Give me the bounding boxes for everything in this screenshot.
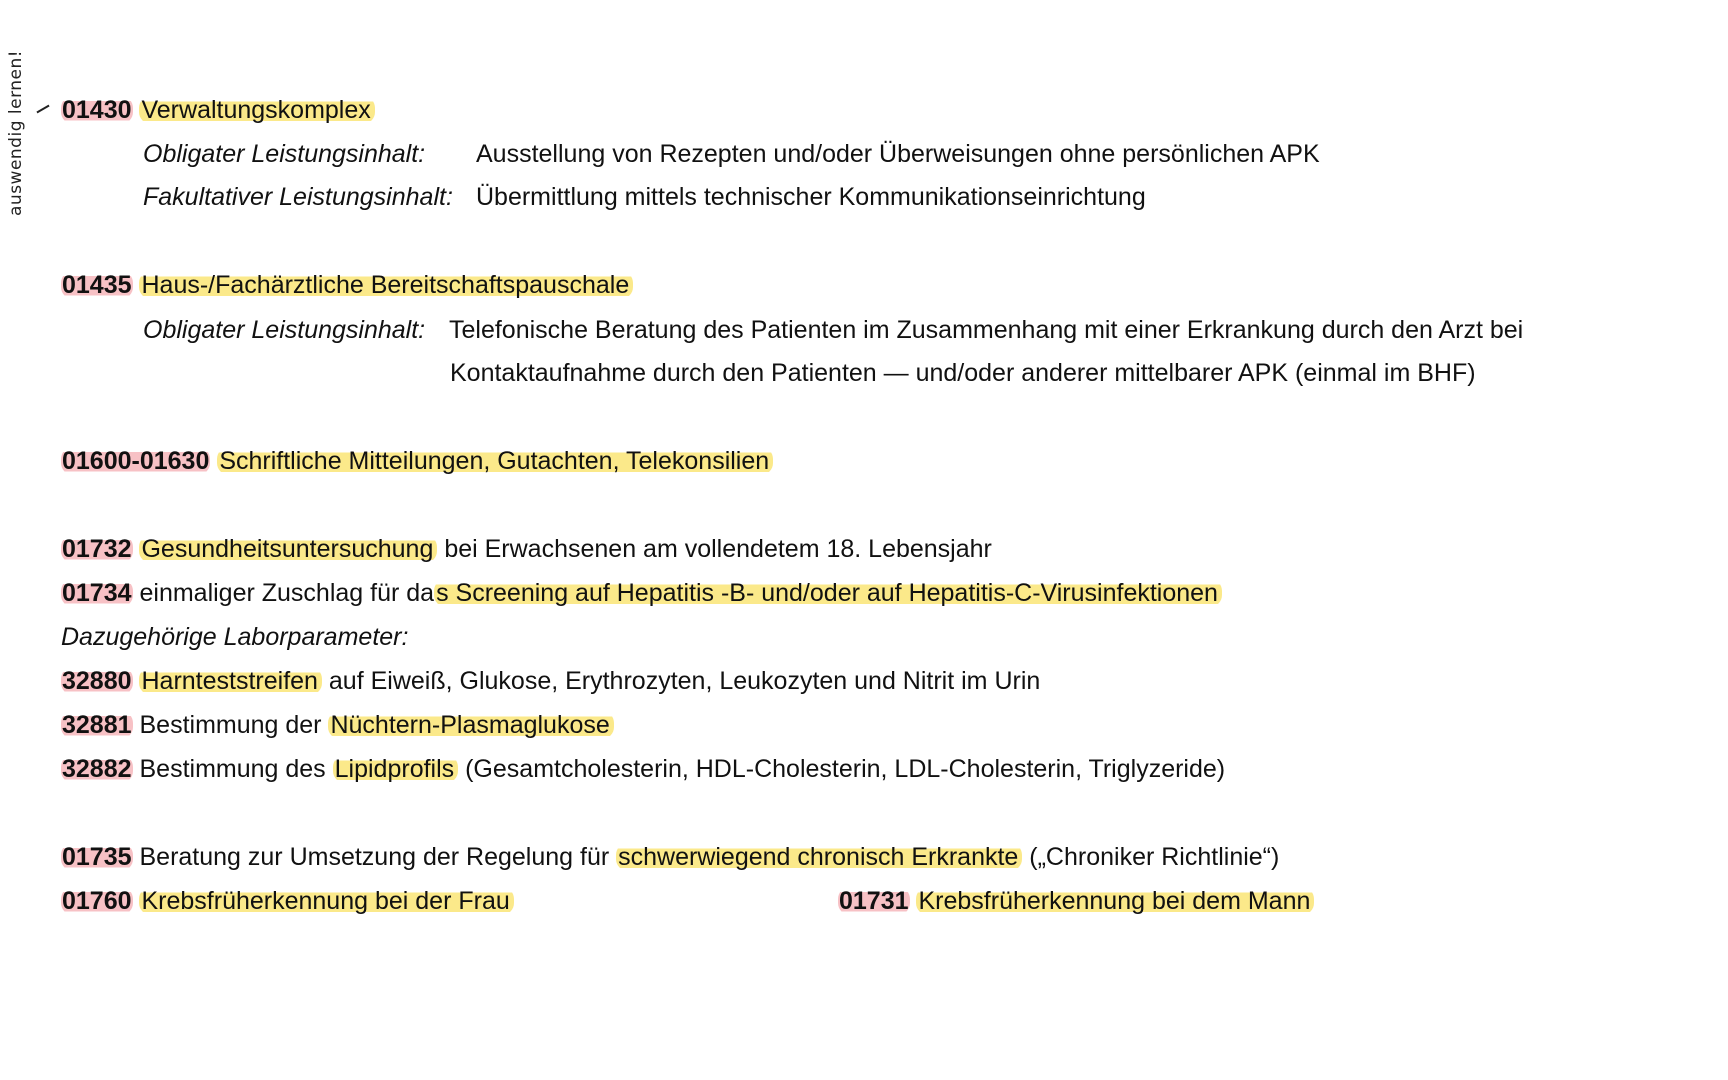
highlight-32881: Nüchtern-Plasmaglukose xyxy=(328,711,613,739)
title-01435: Haus-/Fachärztliche Bereitschaftspauschale xyxy=(139,271,633,299)
prefix-32881: Bestimmung der xyxy=(139,711,322,739)
title-01600-01630: Schriftliche Mitteilungen, Gutachten, Telekonsilien xyxy=(217,447,773,475)
text-01732: bei Erwachsenen am vollendetem 18. Lebensjahr xyxy=(444,535,992,563)
entry-01734 xyxy=(61,577,1222,609)
code-01734: 01734 xyxy=(62,579,132,607)
code-01732: 01732 xyxy=(62,535,132,563)
title-01430: Verwaltungskomplex xyxy=(139,96,374,124)
entry-01430-obligat xyxy=(143,138,1320,170)
code-32882: 32882 xyxy=(62,755,132,783)
entry-32880 xyxy=(61,665,1040,697)
text-01735: („Chroniker Richtlinie“) xyxy=(1029,843,1280,871)
entry-01430-heading xyxy=(61,94,375,126)
highlight-01732: Gesundheitsuntersuchung xyxy=(139,535,437,563)
text-32880: auf Eiweiß, Glukose, Erythrozyten, Leukozyten und Nitrit im Urin xyxy=(328,667,1041,695)
prefix-01734: einmaliger Zuschlag für da xyxy=(139,579,435,607)
entry-01435-heading xyxy=(61,269,633,301)
highlight-01735: schwerwiegend chronisch Erkrankte xyxy=(616,843,1022,871)
obligat-text-01435-line1: Telefonische Beratung des Patienten im Zusammenhang mit einer Erkrankung durch den Arzt bei xyxy=(449,316,1524,344)
lab-heading-text: Dazugehörige Laborparameter: xyxy=(61,623,409,651)
highlight-01760: Krebsfrüherkennung bei der Frau xyxy=(139,887,513,915)
code-01760: 01760 xyxy=(62,887,132,915)
fakultativ-text-01430: Übermittlung mittels technischer Kommunikationseinrichtung xyxy=(476,183,1146,211)
entry-01731 xyxy=(838,885,1314,917)
highlight-32882: Lipidprofils xyxy=(333,755,459,783)
code-01600-01630: 01600-01630 xyxy=(62,447,210,475)
code-01435: 01435 xyxy=(62,271,132,299)
side-note-arrow xyxy=(36,105,49,114)
highlight-32880: Harnteststreifen xyxy=(139,667,321,695)
lab-parameters-heading xyxy=(61,621,408,653)
highlight-01731: Krebsfrüherkennung bei dem Mann xyxy=(916,887,1314,915)
obligat-text-01435-line2: Kontaktaufnahme durch den Patienten — und/oder anderer mittelbarer APK (einmal im BHF) xyxy=(450,359,1476,387)
highlight-01734: s Screening auf Hepatitis -B- und/oder auf Hepatitis-C-Virusinfektionen xyxy=(434,579,1222,607)
entry-32881 xyxy=(61,709,614,741)
side-note-auswendig-lernen: auswendig lernen! xyxy=(6,49,26,216)
entry-32882 xyxy=(61,753,1225,785)
code-01731: 01731 xyxy=(839,887,909,915)
obligat-label-01435: Obligater Leistungsinhalt: xyxy=(143,316,426,344)
entry-01735 xyxy=(61,841,1279,873)
code-01735: 01735 xyxy=(62,843,132,871)
entry-01732 xyxy=(61,533,992,565)
obligat-label-01430: Obligater Leistungsinhalt: xyxy=(143,140,426,168)
fakultativ-label-01430: Fakultativer Leistungsinhalt: xyxy=(143,183,453,211)
code-32880: 32880 xyxy=(62,667,132,695)
entry-01430-fakultativ xyxy=(143,181,1146,213)
code-32881: 32881 xyxy=(62,711,132,739)
code-01430: 01430 xyxy=(62,96,132,124)
obligat-text-01430: Ausstellung von Rezepten und/oder Überweisungen ohne persönlichen APK xyxy=(476,140,1320,168)
prefix-32882: Bestimmung des xyxy=(139,755,326,783)
prefix-01735: Beratung zur Umsetzung der Regelung für xyxy=(139,843,610,871)
text-32882: (Gesamtcholesterin, HDL-Cholesterin, LDL-Cholesterin, Triglyzeride) xyxy=(465,755,1226,783)
entry-01760 xyxy=(61,885,514,917)
entry-01600-heading xyxy=(61,445,773,477)
entry-01435-obligat-line2 xyxy=(450,357,1476,389)
entry-01435-obligat xyxy=(143,314,1523,346)
